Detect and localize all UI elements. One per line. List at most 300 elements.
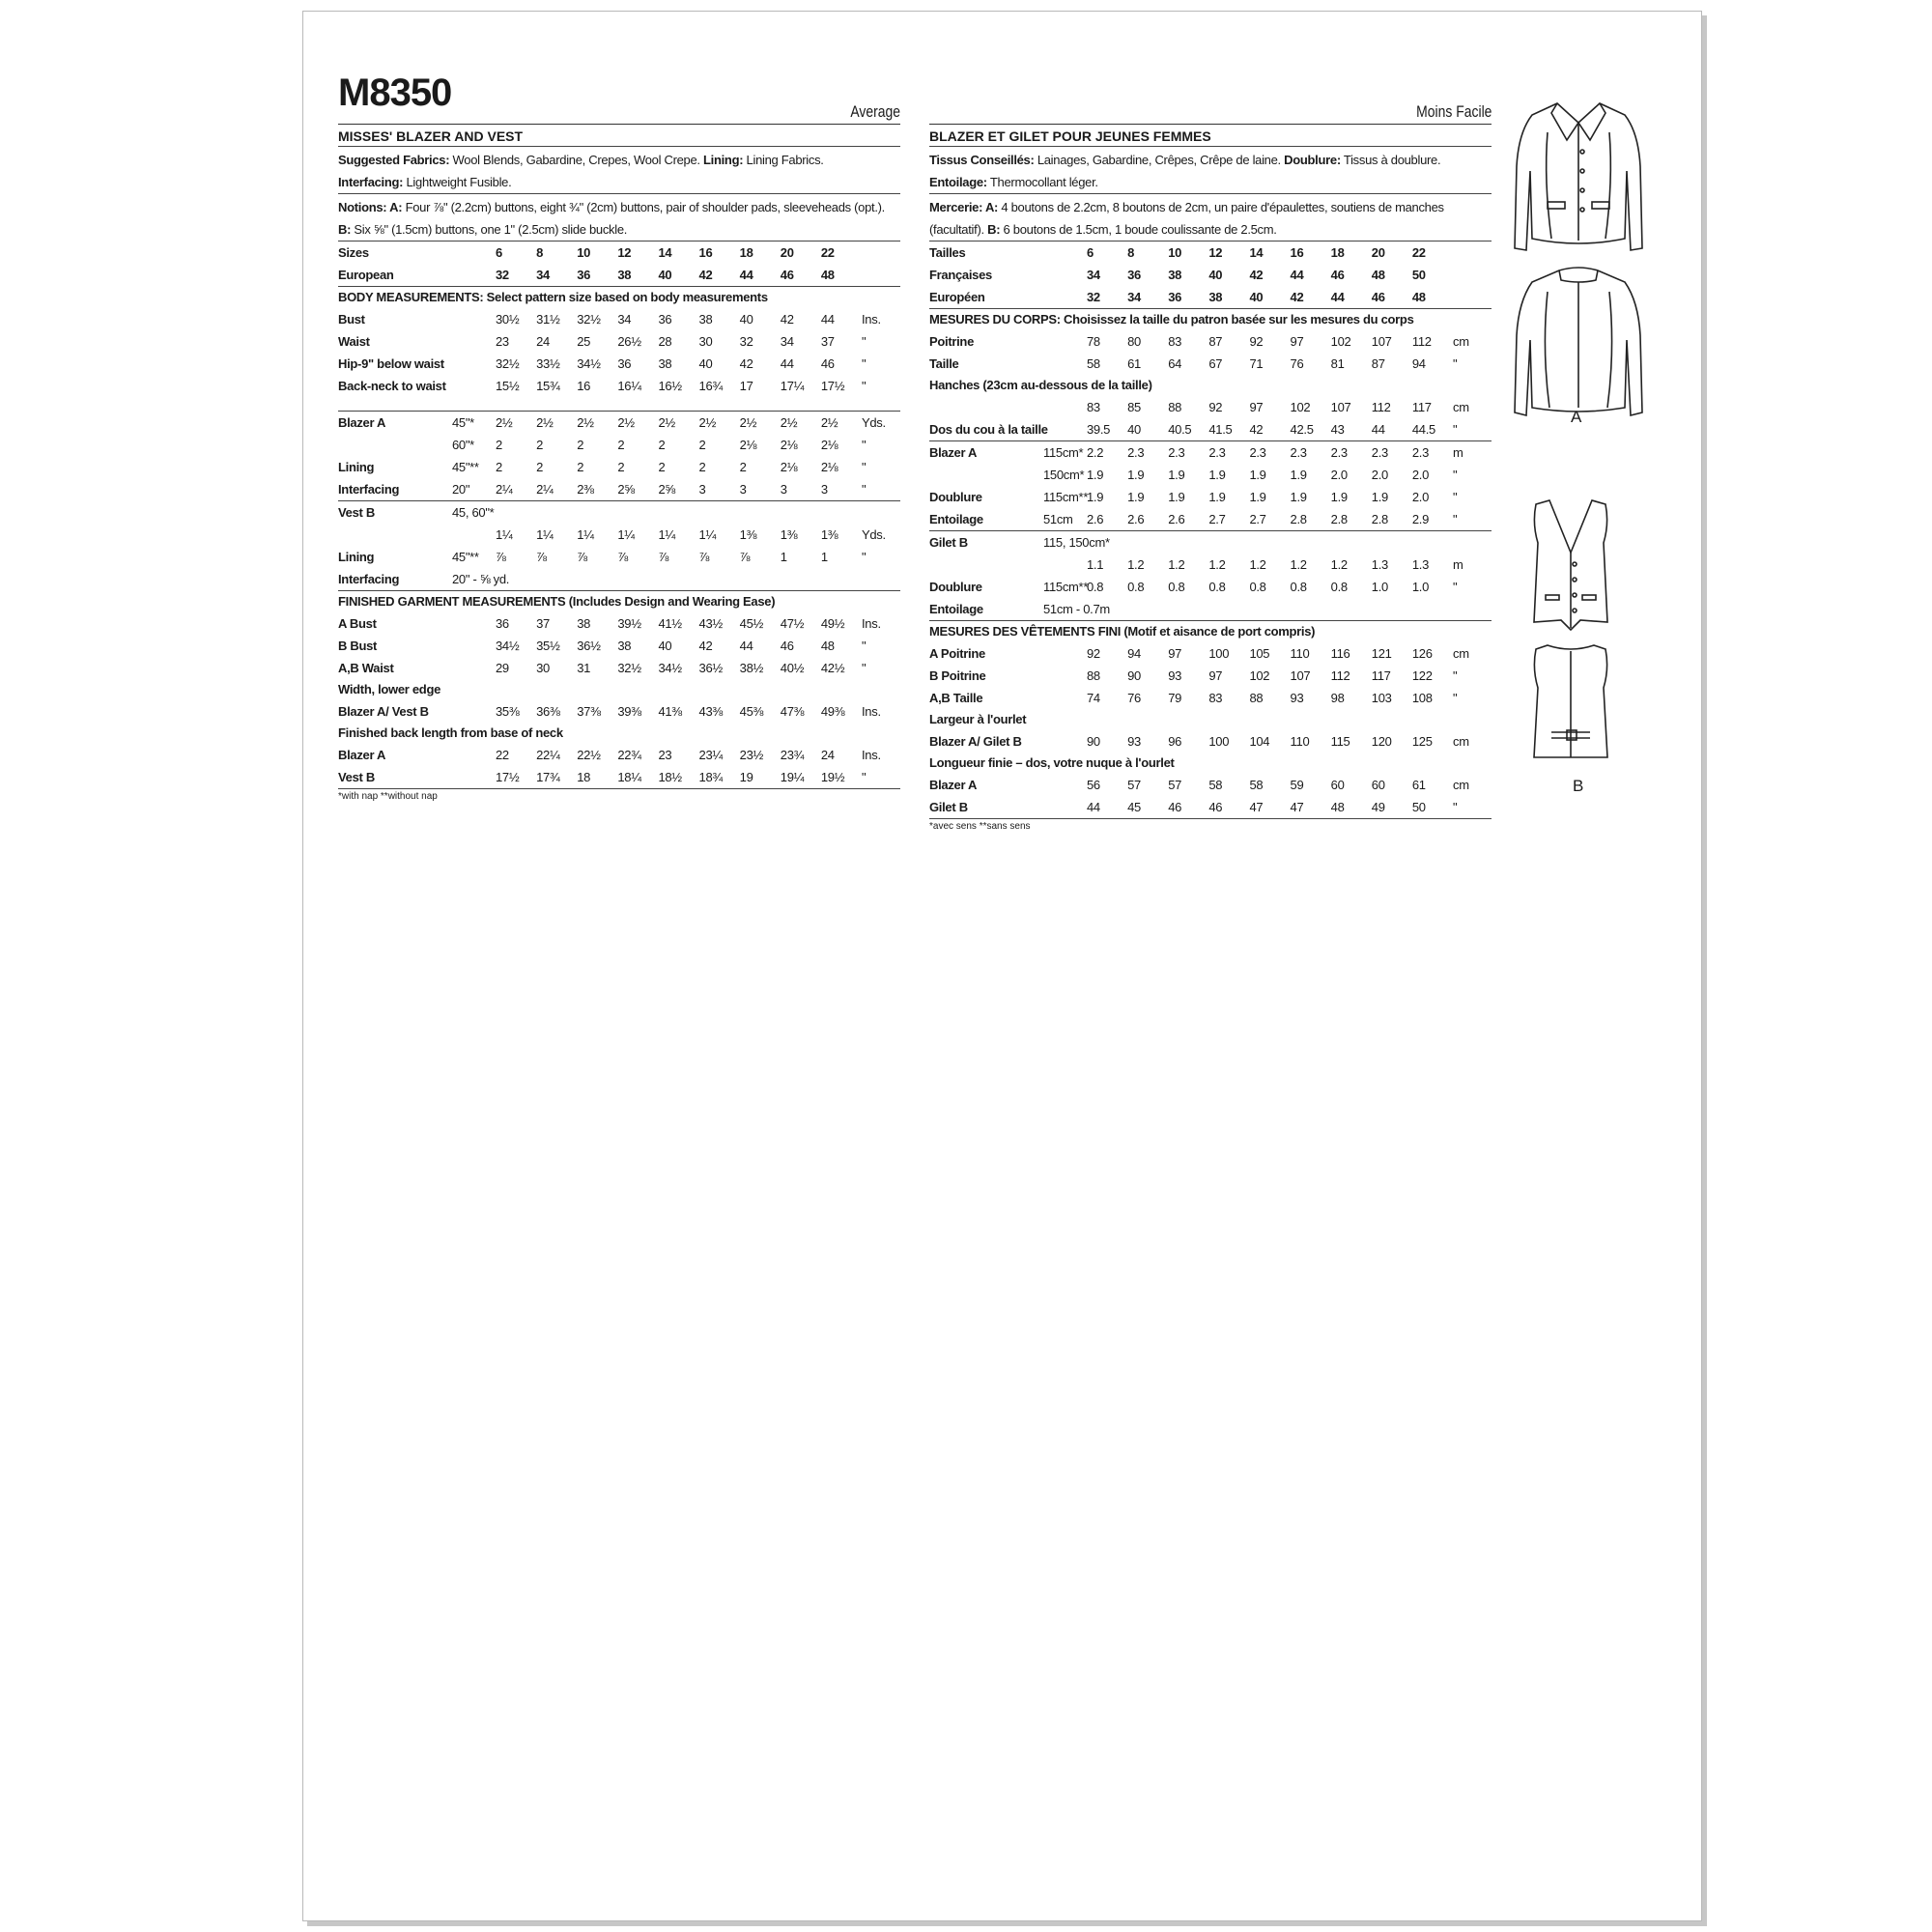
table-cell: 24 <box>536 334 550 349</box>
table-cell: 2 <box>536 460 544 474</box>
hip-table-fr <box>929 396 1492 440</box>
table-cell: 36⅜ <box>536 704 560 719</box>
unit-cell: " <box>1453 691 1458 705</box>
fabric-width: 20" <box>452 482 470 497</box>
table-cell <box>1127 598 1168 620</box>
table-cell <box>496 501 536 524</box>
unit-cell: " <box>862 639 867 653</box>
table-row <box>338 568 900 590</box>
table-cell: 42 <box>1249 422 1264 437</box>
table-cell <box>1168 598 1208 620</box>
table-cell: 17 <box>739 379 753 393</box>
unit-cell <box>862 264 900 286</box>
vest-back-icon <box>1522 639 1619 765</box>
table-cell: 2⅝ <box>658 482 675 497</box>
fabric-width <box>1043 242 1087 264</box>
table-cell: 19½ <box>820 770 845 784</box>
table-cell: 16¾ <box>698 379 723 393</box>
table-cell: 16 <box>698 245 713 260</box>
view-a-label: A <box>1571 408 1582 426</box>
table-cell: 2.8 <box>1290 512 1307 526</box>
fabric-width <box>1043 330 1087 353</box>
table-row <box>338 434 900 456</box>
table-cell: 40 <box>658 639 672 653</box>
table-cell: 107 <box>1371 334 1392 349</box>
difficulty-level-fr: Moins Facile <box>1415 102 1492 121</box>
table-cell: 80 <box>1127 334 1141 349</box>
row-label: Tailles <box>929 245 966 260</box>
table-cell: 94 <box>1127 646 1141 661</box>
table-cell: 48 <box>820 268 835 282</box>
unit-cell: " <box>862 460 867 474</box>
table-cell: 0.8 <box>1330 580 1348 594</box>
table-cell: 2.0 <box>1411 490 1430 504</box>
table-cell <box>740 568 781 590</box>
table-cell: 48 <box>1411 290 1426 304</box>
row-label: Back-neck to waist <box>338 379 446 393</box>
width-table-fr <box>929 730 1492 753</box>
table-cell: 2 <box>617 460 625 474</box>
unit-cell: " <box>1453 490 1458 504</box>
row-label: A Poitrine <box>929 646 985 661</box>
table-cell <box>1249 531 1290 554</box>
blazer-back-icon <box>1511 263 1646 422</box>
fabric-width: 115cm** <box>1043 490 1089 504</box>
table-cell: 2.3 <box>1208 445 1226 460</box>
table-cell: 2½ <box>739 415 757 430</box>
table-cell: 29 <box>496 661 509 675</box>
table-cell: 17½ <box>820 379 845 393</box>
table-cell <box>821 568 862 590</box>
table-cell: 0.8 <box>1290 580 1307 594</box>
table-cell: 36 <box>577 268 591 282</box>
row-label: Blazer A <box>929 445 978 460</box>
table-cell: 102 <box>1290 400 1311 414</box>
table-cell: ⅞ <box>658 550 668 564</box>
unit-cell: cm <box>1453 734 1469 749</box>
row-label: Entoilage <box>929 512 983 526</box>
unit-cell: " <box>862 438 867 452</box>
table-cell: 2 <box>496 460 502 474</box>
table-cell: 2 <box>536 438 544 452</box>
table-cell: 45½ <box>739 616 764 631</box>
table-cell: 38 <box>1208 290 1223 304</box>
table-cell: 97 <box>1168 646 1182 661</box>
vest-yardage-table <box>338 501 900 590</box>
table-cell: 2 <box>577 460 584 474</box>
table-cell: 48 <box>1330 800 1345 814</box>
table-cell: 24 <box>820 748 835 762</box>
table-row <box>929 531 1492 554</box>
table-cell: 34 <box>617 312 632 327</box>
table-row <box>338 242 900 264</box>
table-cell: 2.8 <box>1371 512 1388 526</box>
table-row <box>929 353 1492 375</box>
table-row <box>338 657 900 679</box>
table-cell: 22¼ <box>536 748 560 762</box>
fabric-width <box>452 524 496 546</box>
table-cell <box>1331 531 1372 554</box>
table-cell: 105 <box>1249 646 1270 661</box>
table-cell: 42 <box>698 268 713 282</box>
table-cell: 22½ <box>577 748 601 762</box>
table-cell: 44 <box>739 268 753 282</box>
table-cell <box>617 501 658 524</box>
table-cell: 2.0 <box>1411 468 1430 482</box>
table-cell: 35⅜ <box>496 704 520 719</box>
fabric-width: 60"* <box>452 438 474 452</box>
table-cell: 42 <box>1249 268 1264 282</box>
fabric-width <box>452 657 496 679</box>
table-cell: 100 <box>1208 734 1230 749</box>
table-cell: 126 <box>1411 646 1433 661</box>
table-cell: 22 <box>820 245 835 260</box>
table-cell: 2.3 <box>1411 445 1430 460</box>
table-cell: 40 <box>1127 422 1141 437</box>
unit-cell: Ins. <box>862 312 881 327</box>
table-cell: 23½ <box>739 748 764 762</box>
table-cell: 40 <box>1208 268 1223 282</box>
table-cell: 90 <box>1127 668 1141 683</box>
row-label: Dos du cou à la taille <box>929 422 1048 437</box>
table-cell <box>1208 531 1249 554</box>
table-cell: 67 <box>1208 356 1223 371</box>
table-cell: 42 <box>780 312 794 327</box>
table-cell: 34 <box>1087 268 1100 282</box>
unit-cell: cm <box>1453 646 1469 661</box>
table-cell: 90 <box>1087 734 1100 749</box>
table-cell: 83 <box>1168 334 1182 349</box>
table-cell: 6 <box>496 245 502 260</box>
unit-cell: m <box>1453 445 1463 460</box>
fabrics-text: Suggested Fabrics: Wool Blends, Gabardine, Crepes, Wool Crepe. Lining: Lining Fabrics. Interfacing: Lightweight Fusible. <box>338 153 824 189</box>
size-table <box>338 242 900 286</box>
table-cell: 34½ <box>577 356 601 371</box>
table-cell: 61 <box>1127 356 1141 371</box>
table-cell: ⅞ <box>698 550 710 564</box>
table-cell: 2 <box>739 460 747 474</box>
table-cell <box>1331 598 1372 620</box>
table-cell: 58 <box>1087 356 1100 371</box>
table-cell: 2½ <box>617 415 635 430</box>
table-cell: 32½ <box>617 661 641 675</box>
table-row <box>338 375 900 397</box>
row-label <box>338 524 452 546</box>
table-cell: 40 <box>739 312 753 327</box>
unit-cell: " <box>1453 512 1458 526</box>
table-cell: 15¾ <box>536 379 560 393</box>
table-cell: 45 <box>1127 800 1141 814</box>
table-cell: 47 <box>1249 800 1264 814</box>
table-cell: 46 <box>1208 800 1223 814</box>
table-cell: 50 <box>1411 800 1426 814</box>
width-title: Width, lower edge <box>338 682 441 696</box>
unit-cell: Yds. <box>862 527 886 542</box>
view-b-label: B <box>1573 777 1584 795</box>
table-cell: 1.2 <box>1208 557 1226 572</box>
row-label: Poitrine <box>929 334 974 349</box>
table-cell: 49⅜ <box>820 704 845 719</box>
table-cell: 46 <box>780 639 794 653</box>
fabric-width <box>452 635 496 657</box>
table-cell: 31 <box>577 661 591 675</box>
table-cell: 1.9 <box>1168 468 1185 482</box>
table-cell: 92 <box>1249 334 1264 349</box>
table-cell: 50 <box>1411 268 1426 282</box>
table-cell: 1.9 <box>1249 490 1266 504</box>
fabric-width <box>452 744 496 766</box>
table-cell: 120 <box>1371 734 1392 749</box>
table-cell: 1.9 <box>1087 468 1104 482</box>
body-measurements-title: BODY MEASUREMENTS: Select pattern size based on body measurements <box>338 290 768 304</box>
table-cell: 93 <box>1127 734 1141 749</box>
table-cell: ⅞ <box>496 550 506 564</box>
table-cell: 56 <box>1087 778 1100 792</box>
table-cell: 32 <box>739 334 753 349</box>
pattern-envelope-back <box>302 11 1702 1921</box>
row-label: A Bust <box>338 616 377 631</box>
table-cell: 98 <box>1330 691 1345 705</box>
table-cell: 2 <box>658 438 666 452</box>
table-cell: 34½ <box>658 661 682 675</box>
table-cell: 71 <box>1249 356 1264 371</box>
table-cell <box>740 501 781 524</box>
row-label: Lining <box>338 550 375 564</box>
table-cell: 40 <box>1249 290 1264 304</box>
table-cell: 2¼ <box>536 482 554 497</box>
table-cell: 1 <box>820 550 828 564</box>
fabric-width <box>1043 796 1087 818</box>
table-cell: 2⅛ <box>780 460 798 474</box>
table-cell: 38 <box>577 616 591 631</box>
table-cell: 1.9 <box>1371 490 1388 504</box>
table-cell: 2½ <box>820 415 838 430</box>
table-cell: 1.9 <box>1290 468 1307 482</box>
table-cell: 116 <box>1330 646 1350 661</box>
table-cell: 112 <box>1371 400 1391 414</box>
table-cell: 40 <box>658 268 672 282</box>
difficulty-level: Average <box>850 102 900 121</box>
fabric-width: 115cm* <box>1043 445 1084 460</box>
table-cell: 38 <box>698 312 713 327</box>
footnote-fr: *avec sens **sans sens <box>929 821 1031 832</box>
table-cell: 1¼ <box>658 527 675 542</box>
table-cell: 121 <box>1371 646 1392 661</box>
fabric-width <box>1043 396 1087 418</box>
table-cell: ⅞ <box>577 550 587 564</box>
row-label: Interfacing <box>338 572 400 586</box>
table-cell: 76 <box>1290 356 1304 371</box>
table-cell: 39⅜ <box>617 704 641 719</box>
table-cell: 36 <box>496 616 509 631</box>
table-cell: 58 <box>1208 778 1223 792</box>
table-cell: 87 <box>1208 334 1223 349</box>
body-measurements-table-fr <box>929 330 1492 375</box>
table-cell: 42 <box>1290 290 1304 304</box>
table-cell: 14 <box>658 245 672 260</box>
row-label: Entoilage <box>929 602 983 616</box>
table-cell: 93 <box>1168 668 1182 683</box>
unit-cell: " <box>862 661 867 675</box>
table-cell: 10 <box>577 245 591 260</box>
table-cell <box>1412 531 1453 554</box>
table-cell: 32½ <box>577 312 601 327</box>
table-cell: 19¼ <box>780 770 805 784</box>
table-cell: 2.0 <box>1371 468 1388 482</box>
fabric-width <box>452 264 496 286</box>
french-column <box>929 70 1492 832</box>
table-cell: 30 <box>536 661 550 675</box>
table-row <box>338 264 900 286</box>
row-label: Françaises <box>929 268 992 282</box>
table-row <box>929 598 1492 620</box>
table-cell: 60 <box>1330 778 1345 792</box>
table-cell: 1.0 <box>1371 580 1388 594</box>
table-row <box>929 508 1492 530</box>
table-cell: 103 <box>1371 691 1392 705</box>
table-row <box>338 412 900 434</box>
table-cell: 1.0 <box>1411 580 1430 594</box>
table-cell: 19 <box>739 770 753 784</box>
width-table <box>338 700 900 723</box>
table-cell: 2.3 <box>1371 445 1388 460</box>
table-cell: 48 <box>820 639 835 653</box>
table-cell: 2.3 <box>1127 445 1145 460</box>
unit-cell: " <box>1453 800 1458 814</box>
table-row <box>338 635 900 657</box>
table-cell: 88 <box>1168 400 1182 414</box>
table-cell: 23 <box>496 334 509 349</box>
table-cell: 47½ <box>780 616 805 631</box>
table-cell: 107 <box>1290 668 1311 683</box>
row-label <box>929 464 1043 486</box>
table-cell: 46 <box>1330 268 1345 282</box>
table-cell: 16 <box>1290 245 1304 260</box>
header <box>338 70 900 125</box>
table-cell: 102 <box>1330 334 1351 349</box>
table-cell: 2 <box>617 438 625 452</box>
table-cell: 1.1 <box>1087 557 1104 572</box>
fabric-width: 45, 60"* <box>452 505 495 520</box>
table-cell <box>821 501 862 524</box>
table-cell: 3 <box>739 482 747 497</box>
unit-cell <box>1453 264 1492 286</box>
table-cell: 49 <box>1371 800 1385 814</box>
table-cell: 92 <box>1087 646 1100 661</box>
table-cell <box>536 568 577 590</box>
table-cell: 18¾ <box>698 770 723 784</box>
table-cell: 1¼ <box>698 527 717 542</box>
fabric-width: 51cm <box>1043 512 1073 526</box>
table-cell: 1.2 <box>1168 557 1185 572</box>
table-cell: 88 <box>1087 668 1100 683</box>
table-row <box>929 730 1492 753</box>
table-row <box>929 330 1492 353</box>
table-cell: 41½ <box>658 616 682 631</box>
table-cell: 40½ <box>780 661 805 675</box>
fabric-width <box>1043 642 1087 665</box>
table-cell: 2⅜ <box>577 482 594 497</box>
fabric-width <box>452 766 496 788</box>
table-cell: 1.2 <box>1249 557 1266 572</box>
table-cell: 17¼ <box>780 379 805 393</box>
table-cell <box>781 501 821 524</box>
row-label: Blazer A <box>338 415 386 430</box>
table-row <box>338 700 900 723</box>
table-cell: 23 <box>658 748 672 762</box>
table-cell: 2 <box>577 438 584 452</box>
table-cell: 76 <box>1127 691 1141 705</box>
blazer-yardage-table-fr <box>929 441 1492 530</box>
table-cell: 2.8 <box>1330 512 1348 526</box>
table-cell: 1⅜ <box>820 527 838 542</box>
table-cell: 10 <box>1168 245 1182 260</box>
table-cell <box>658 568 698 590</box>
vest-front-icon <box>1522 495 1619 630</box>
table-cell: 96 <box>1168 734 1182 749</box>
table-cell: 34 <box>536 268 550 282</box>
row-label: B Bust <box>338 639 378 653</box>
table-cell: 18 <box>1330 245 1345 260</box>
table-cell: 18 <box>739 245 753 260</box>
fabrics-text-fr: Tissus Conseillés: Lainages, Gabardine, Crêpes, Crêpe de laine. Doublure: Tissus à doublure. Entoilage: Thermocollant léger. <box>929 153 1441 189</box>
table-row <box>929 576 1492 598</box>
unit-cell <box>1453 286 1492 308</box>
unit-cell <box>1453 242 1492 264</box>
table-cell: 34½ <box>496 639 520 653</box>
unit-cell: " <box>862 379 867 393</box>
table-cell: 8 <box>536 245 544 260</box>
table-cell: 3 <box>698 482 706 497</box>
table-cell: 2½ <box>658 415 675 430</box>
fabric-width: 51cm - 0.7m <box>1043 602 1110 616</box>
table-cell: 1¼ <box>617 527 635 542</box>
fabric-width: 115cm** <box>1043 580 1089 594</box>
table-cell: 2¼ <box>496 482 513 497</box>
table-cell: 37 <box>536 616 550 631</box>
table-cell: 12 <box>1208 245 1223 260</box>
table-cell: 37 <box>820 334 835 349</box>
length-table <box>338 744 900 788</box>
table-cell: 64 <box>1168 356 1182 371</box>
table-cell: 2.7 <box>1208 512 1226 526</box>
table-cell: 44 <box>820 312 835 327</box>
table-cell: 1⅜ <box>739 527 757 542</box>
table-cell: 97 <box>1208 668 1223 683</box>
table-cell: 36 <box>1168 290 1182 304</box>
table-cell: 125 <box>1411 734 1433 749</box>
table-cell: 3 <box>780 482 787 497</box>
table-cell: 36 <box>617 356 632 371</box>
table-cell: 32 <box>1087 290 1100 304</box>
table-cell: 2⅛ <box>820 460 838 474</box>
table-cell: 117 <box>1411 400 1432 414</box>
table-cell: 31½ <box>536 312 560 327</box>
table-cell: 17¾ <box>536 770 560 784</box>
unit-cell <box>862 242 900 264</box>
table-cell: 0.8 <box>1087 580 1104 594</box>
unit-cell: " <box>1453 580 1458 594</box>
table-row <box>338 766 900 788</box>
table-cell: 2⅛ <box>739 438 757 452</box>
table-cell: 81 <box>1330 356 1345 371</box>
table-cell: 97 <box>1290 334 1304 349</box>
fabric-width: 45"* <box>452 415 474 430</box>
table-cell: 2.3 <box>1249 445 1266 460</box>
table-cell: 38 <box>1168 268 1182 282</box>
table-cell: 0.8 <box>1208 580 1226 594</box>
table-cell: 44.5 <box>1411 422 1435 437</box>
